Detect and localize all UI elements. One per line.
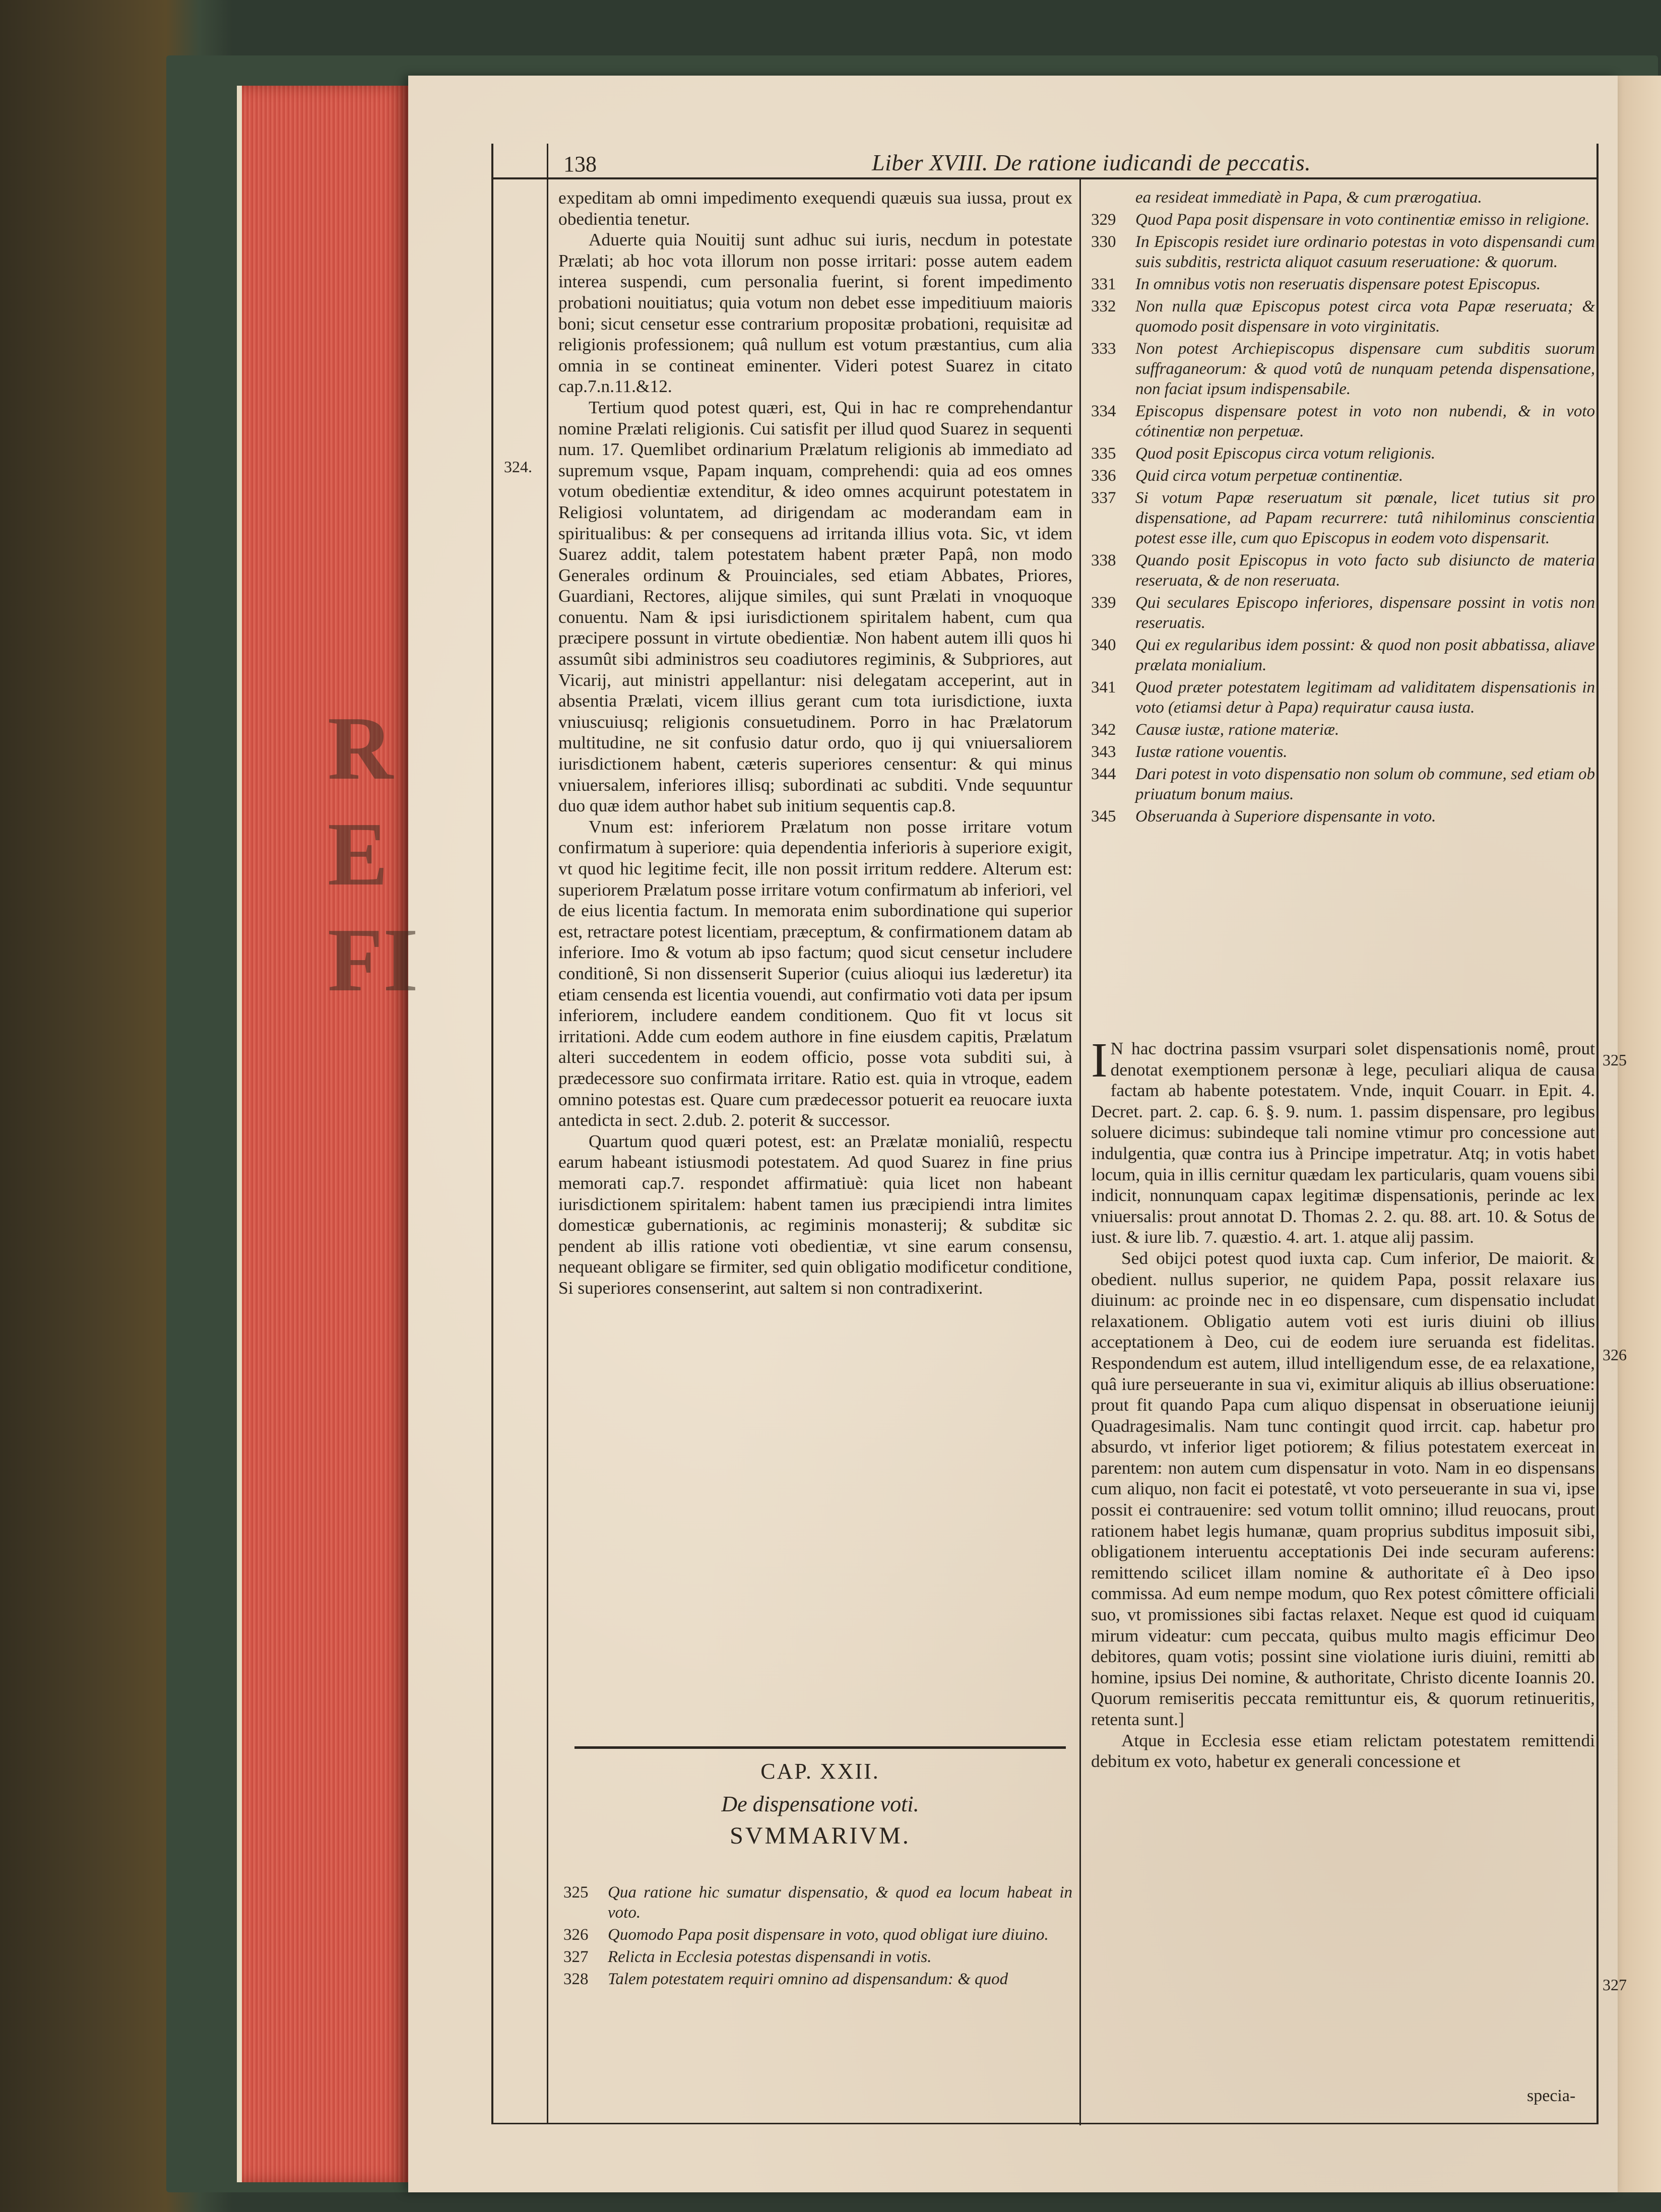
summary-text: ea resideat immediatè in Papa, & cum prærogatiua.: [1135, 188, 1482, 207]
drop-cap: I: [1091, 1033, 1108, 1088]
summary-text: In omnibus votis non reseruatis dispensare potest Episcopus.: [1135, 275, 1541, 293]
summary-number: 333: [1091, 340, 1116, 358]
summary-text: Qui seculares Episcopo inferiores, dispensare possint in votis non reseruatis.: [1135, 594, 1595, 632]
left-column: [558, 187, 1072, 1298]
summary-number: 327: [563, 1948, 589, 1966]
summary-text: Quomodo Papa posit dispensare in voto, quod obligat iure diuino.: [608, 1926, 1049, 1944]
summary-number: 342: [1091, 721, 1116, 739]
summary-text: Qui ex regularibus idem possint: & quod non posit abbatissa, aliave prælata monialium.: [1135, 636, 1595, 674]
facing-page-edge: [1613, 76, 1661, 2192]
summary-item: [1091, 296, 1595, 337]
summary-number: 338: [1091, 551, 1116, 570]
paragraph: Vnum est: inferiorem Prælatum non posse irritare votum confirmatum à superiore: quia dependentia inferioris à superiore exigit, vt quod hic legitime fecit, ille non possit irritum reddere. Alterum est: superiorem Prælatum posse irritare votum confirmatum ab inferiori, vel de eius licentia factum. In memorata enim subordinatione qui superior est, retractare potest licentiam, præceptum, & confirmationem datam ab inferiore. Imo & votum ab ipso factum; quod sicut censetur includere conditionê, Si non dissenserit Superior (cuius alioqui ius læderetur) ita etiam censenda est licentia vouendi, aut confirmatio voti data per ipsum inferiorem, includere eandem conditionem. Quo fit vt locus sit irritationi. Adde cum eodem authore in fine eiusdem capitis, Prælatum alteri succedentem in eodem officio, posse vota subditi sui, à prædecessore suo confirmata irritare. Ratio est. quia in vtroque, eadem omnino potestas est. Quare cum prædecessor potuerit ea reuocare iuxta antedicta in sect. 2.dub. 2. poterit & successor.: [558, 816, 1072, 1130]
summary-text: Iustæ ratione vouentis.: [1135, 743, 1288, 761]
paragraph: [1091, 1033, 1595, 1248]
page-fore-edge-red: [242, 86, 408, 2182]
summary-item: [1091, 339, 1595, 399]
summary-item: [1091, 444, 1595, 464]
summary-number: 344: [1091, 765, 1116, 783]
page-number: 138: [563, 152, 597, 176]
summary-item: [1091, 720, 1595, 740]
summarium-label: SVMMARIVM.: [730, 1822, 911, 1849]
summary-text: Episcopus dispensare potest in voto non nubendi, & in voto cótinentiæ non perpetuæ.: [1135, 402, 1595, 440]
summary-item: [1091, 550, 1595, 591]
summary-number: 329: [1091, 211, 1116, 229]
summary-text: Talem potestatem requiri omnino ad dispensandum: & quod: [608, 1970, 1008, 1988]
bleed-through-text: [328, 696, 418, 1018]
bleed-letter: E: [328, 804, 389, 904]
right-summary-list: [1091, 187, 1595, 829]
paragraph: Tertium quod potest quæri, est, Qui in hac re comprehendantur nomine Prælati religionis. Cui satisfit per illud quod Suarez in sequenti num. 17. Quemlibet ordinarium Prælatum religionis ab immediato ad supremum vsque, Papam inquam, comprehendi: quia ad eos omnes votum obedientiæ extenditur, & ideo omnes acquirunt potestatem in Religiosi voluntatem, ad dirigendam ac moderandam eam in spiritualibus: & per consequens ad irritanda illius vota. Sic, vt idem Suarez addit, talem potestatem habent præter Papâ, non modo Generales ordinum & Prouinciales, sed etiam Abbates, Priores, Guardiani, Rectores, alijque similes, qui sunt Prælati in vnoquoque conuentu. Nam & ipsi iurisdictionem spiritalem habent, cum qua præcipere possunt in virtute obedientiæ. Non habent autem illi quos hi assumût sibi administros seu coadiutores regiminis, & Subpriores, aut Vicarij, aut ministri appellantur: nisi delegatam acceperint, aut in absentia Prælati, vicem illius gerant cum tota iurisdictione, iuxta vniuscuiusq; religionis consuetudinem. Porro in hac Prælatorum multitudine, ne sit confusio datur ordo, quo ij qui vniuersaliorem iurisdictionem habent, cæteris superiores censentur: & qui minus vniuersalem, inferiores illisq; subordinati ac subditi. Vnde sequuntur duo quæ idem author habet sub initium sequentis cap.8.: [558, 397, 1072, 816]
summary-number: 337: [1091, 489, 1116, 507]
summary-item: [1091, 764, 1595, 804]
summary-item: [1091, 593, 1595, 633]
frame-column-divider: [1079, 177, 1081, 2125]
summary-item: [1091, 488, 1595, 548]
summary-item: [1091, 274, 1595, 294]
paragraph: Quartum quod quæri potest, est: an Prælatæ monialiû, respectu earum habeant istiusmodi potestatem. Ad quod Suarez in fine prius memorati cap.7. respondet affirmatiuè: quia licet non habeant iurisdictionem spiritalem: habent tamen ius præcipiendi intra limites domesticæ gubernationis, ac regiminis monasterij; & subditæ sic pendent ab illis ratione voti obedientiæ, vt sine earum consensu, nequeant obligare se firmiter, sed quin obligatio modificetur conditione, Si superiores consenserint, aut saltem si non contradixerint.: [558, 1130, 1072, 1298]
frame-left-inner-rule: [547, 144, 548, 2124]
summary-text: Quid circa votum perpetuæ continentiæ.: [1135, 467, 1403, 485]
summary-text: Relicta in Ecclesia potestas dispensandi in votis.: [608, 1948, 932, 1966]
summary-text: Causæ iustæ, ratione materiæ.: [1135, 721, 1339, 739]
paragraph: Sed obijci potest quod iuxta cap. Cum inferior, De maiorit. & obedient. nullus superior, ne quidem Papa, possit relaxare ius diuinum: ac proinde nec in eo dispensare, cum dispensatio includat relaxationem. Obligatio autem voti est iuris diuini ob illius acceptationem à Deo, cui de eodem iure seruanda est fidelitas. Respondendum est autem, illud intelligendum esse, de ea relaxatione, quâ iure perseuerante in sua vi, eximitur aliquis ab illius obseruatione: prout fit quando Papa cum aliquo dispensat in obseruatione ieiunij Quadragesimalis. Nam tunc contingit quod irrcit. cap. habetur pro absurdo, vt inferior liget potiorem; & filius potestatem exerceat in parentem: non autem cum dispensatur in voto. Nam in eo dispensans cum aliquo, non facit ei potestatê, vt voto perseuerante in sua vi, ipse possit ei contrauenire: sed votum tollit omnino; illud reuocans, prout rationem habet legis humanæ, quam proprius subditus imposuit sibi, obligationem interuentu acceptationis Dei inde securam auferens: remittendo scilicet illam nomine & authoritate eî à Deo ipso commissa. Ad eum nempe modum, quo Rex potest cômittere officiali suo, vt promissiones sibi factas relaxet. Neque est quod id cuiquam mirum videatur: cum peccata, quibus multo magis efficimur Deo debitores, quam votis; possint sine violatione iuris diuini, remitti ab homine, ipsius Dei nomine, & authoritate, Christo dicente Ioannis 20. Quorum remiseritis peccata remittuntur eis, & quorum retinueritis, retenta sunt.]: [1091, 1247, 1595, 1729]
left-summary-list: [563, 1882, 1072, 1991]
frame-bottom-rule: [491, 2123, 1598, 2124]
summary-item: [1091, 806, 1595, 827]
summary-text: Quod præter potestatem legitimam ad validitatem dispensationis in voto (etiamsi detur à Papa) requiratur causa iusta.: [1135, 678, 1595, 717]
chapter-heading: [574, 1751, 1066, 1850]
margin-number: 325: [1603, 1051, 1627, 1069]
paragraph-text: N hac doctrina passim vsurpari solet dispensationis nomê, prout denotat exemptionem personæ à lege, peculiari aliqua de causa factam ab habente potestatem. Vnde, inquit Couarr. in Epit. 4. Decret. part. 2. cap. 6. §. 9. num. 1. passim dispensare, pro legibus soluere dicimus: subindeque tali nomine vtimur pro concessione aut indulgentia, quæ contra ius à Principe impetratur. Atq; in votis habet locum, quia in illis cernitur quædam lex particularis, quam vouens sibi indicit, nonnunquam capax legitimæ dispensationis, perinde ac lex vniuersalis: prout annotat D. Thomas 2. 2. qu. 88. art. 10. & Sotus de iust. & iure lib. 7. quæstio. 4. art. 1. atque alij passim.: [1091, 1038, 1595, 1247]
bleed-letter: R: [328, 698, 393, 798]
bleed-letter: FI: [328, 910, 418, 1010]
summary-item: [1091, 232, 1595, 272]
summary-number: 339: [1091, 594, 1116, 612]
paragraph: Atque in Ecclesia esse etiam relictam potestatem remittendi debitum ex voto, habetur ex generali concessione et: [1091, 1730, 1595, 1772]
summary-item: [563, 1947, 1072, 1967]
frame-right-rule: [1596, 144, 1599, 2124]
summary-item: [1091, 677, 1595, 718]
summary-text: Qua ratione hic sumatur dispensatio, & quod ea locum habeat in voto.: [608, 1883, 1072, 1922]
summary-number: 334: [1091, 402, 1116, 420]
summary-number: 331: [1091, 275, 1116, 293]
frame-top-rule: [491, 177, 1598, 179]
summary-item: [1091, 210, 1595, 230]
summary-item: [1091, 742, 1595, 762]
running-head: Liber XVIII. De ratione iudicandi de peccatis.: [872, 150, 1311, 175]
summary-number: 341: [1091, 678, 1116, 697]
summary-number: 326: [563, 1926, 589, 1944]
summary-item: [1091, 466, 1595, 486]
summary-item: [1091, 401, 1595, 441]
margin-number: 327: [1603, 1976, 1627, 1994]
chapter-title: CAP. XXII.: [760, 1759, 880, 1784]
summary-number: 343: [1091, 743, 1116, 761]
chapter-subtitle: De dispensatione voti.: [721, 1792, 919, 1816]
summary-item: [1091, 635, 1595, 675]
summary-number: 330: [1091, 233, 1116, 251]
catchword: specia-: [1527, 2087, 1576, 2105]
margin-number: 324.: [504, 458, 532, 476]
summary-item: [1091, 187, 1595, 208]
summary-number: [1091, 187, 1135, 208]
summary-text: Non nulla quæ Episcopus potest circa vota Papæ reseruata; & quomodo posit dispensare in voto virginitatis.: [1135, 297, 1595, 336]
summary-item: [563, 1969, 1072, 1989]
summary-number: 328: [563, 1970, 589, 1988]
summary-number: 345: [1091, 807, 1116, 826]
frame-left-rule: [491, 144, 493, 2124]
chapter-separator-rule: [574, 1746, 1066, 1749]
summary-text: Non potest Archiepiscopus dispensare cum subditis suorum suffraganeorum: & quod votû de nunquam petenda dispensatione, non faciat ipsum indispensabile.: [1135, 340, 1595, 398]
summary-number: 332: [1091, 297, 1116, 315]
summary-number: 336: [1091, 467, 1116, 485]
summary-number: 340: [1091, 636, 1116, 654]
summary-text: In Episcopis residet iure ordinario potestas in voto dispensandi cum suis subditis, restricta aliquot casuum reseruatione: & quorum.: [1135, 233, 1595, 271]
paragraph: expeditam ab omni impedimento exequendi quæuis sua iussa, prout ex obedientia tenetur.: [558, 187, 1072, 229]
summary-item: [563, 1925, 1072, 1945]
summary-text: Dari potest in voto dispensatio non solum ob commune, sed etiam ob priuatum bonum maius.: [1135, 765, 1595, 803]
margin-number: 326: [1603, 1346, 1627, 1364]
summary-text: Quando posit Episcopus in voto facto sub disiuncto de materia reseruata, & de non reseruata.: [1135, 551, 1595, 590]
summary-text: Quod Papa posit dispensare in voto continentiæ emisso in religione.: [1135, 211, 1590, 229]
summary-number: 335: [1091, 445, 1116, 463]
summary-text: Quod posit Episcopus circa votum religionis.: [1135, 445, 1436, 463]
summary-text: Obseruanda à Superiore dispensante in voto.: [1135, 807, 1436, 826]
summary-text: Si votum Papæ reseruatum sit pœnale, licet tutius sit pro dispensatione, ad Papam recurrere: tutâ nihilominus conscientia potest esse ille, cum quo Episcopus in eodem voto dispensarit.: [1135, 489, 1595, 547]
right-body-text: [1091, 1033, 1595, 1772]
paragraph: Aduerte quia Nouitij sunt adhuc sui iuris, necdum in potestate Prælati; ab hoc vota illorum non posse irritari: posse autem eadem interea suspendi, cum personalia fuerint, si forent impedimento probationi nouitiatus; quia votum non debet esse impeditiuum maioris boni; sicut censetur esse contrarium propositæ probationi, requisitæ ad religionis professionem; quâ nullum est votum præstantius, cum alia omnia in se contineat eminenter. Videri potest Suarez in citato cap.7.n.11.&12.: [558, 229, 1072, 397]
summary-item: [563, 1882, 1072, 1923]
summary-number: 325: [563, 1883, 589, 1902]
